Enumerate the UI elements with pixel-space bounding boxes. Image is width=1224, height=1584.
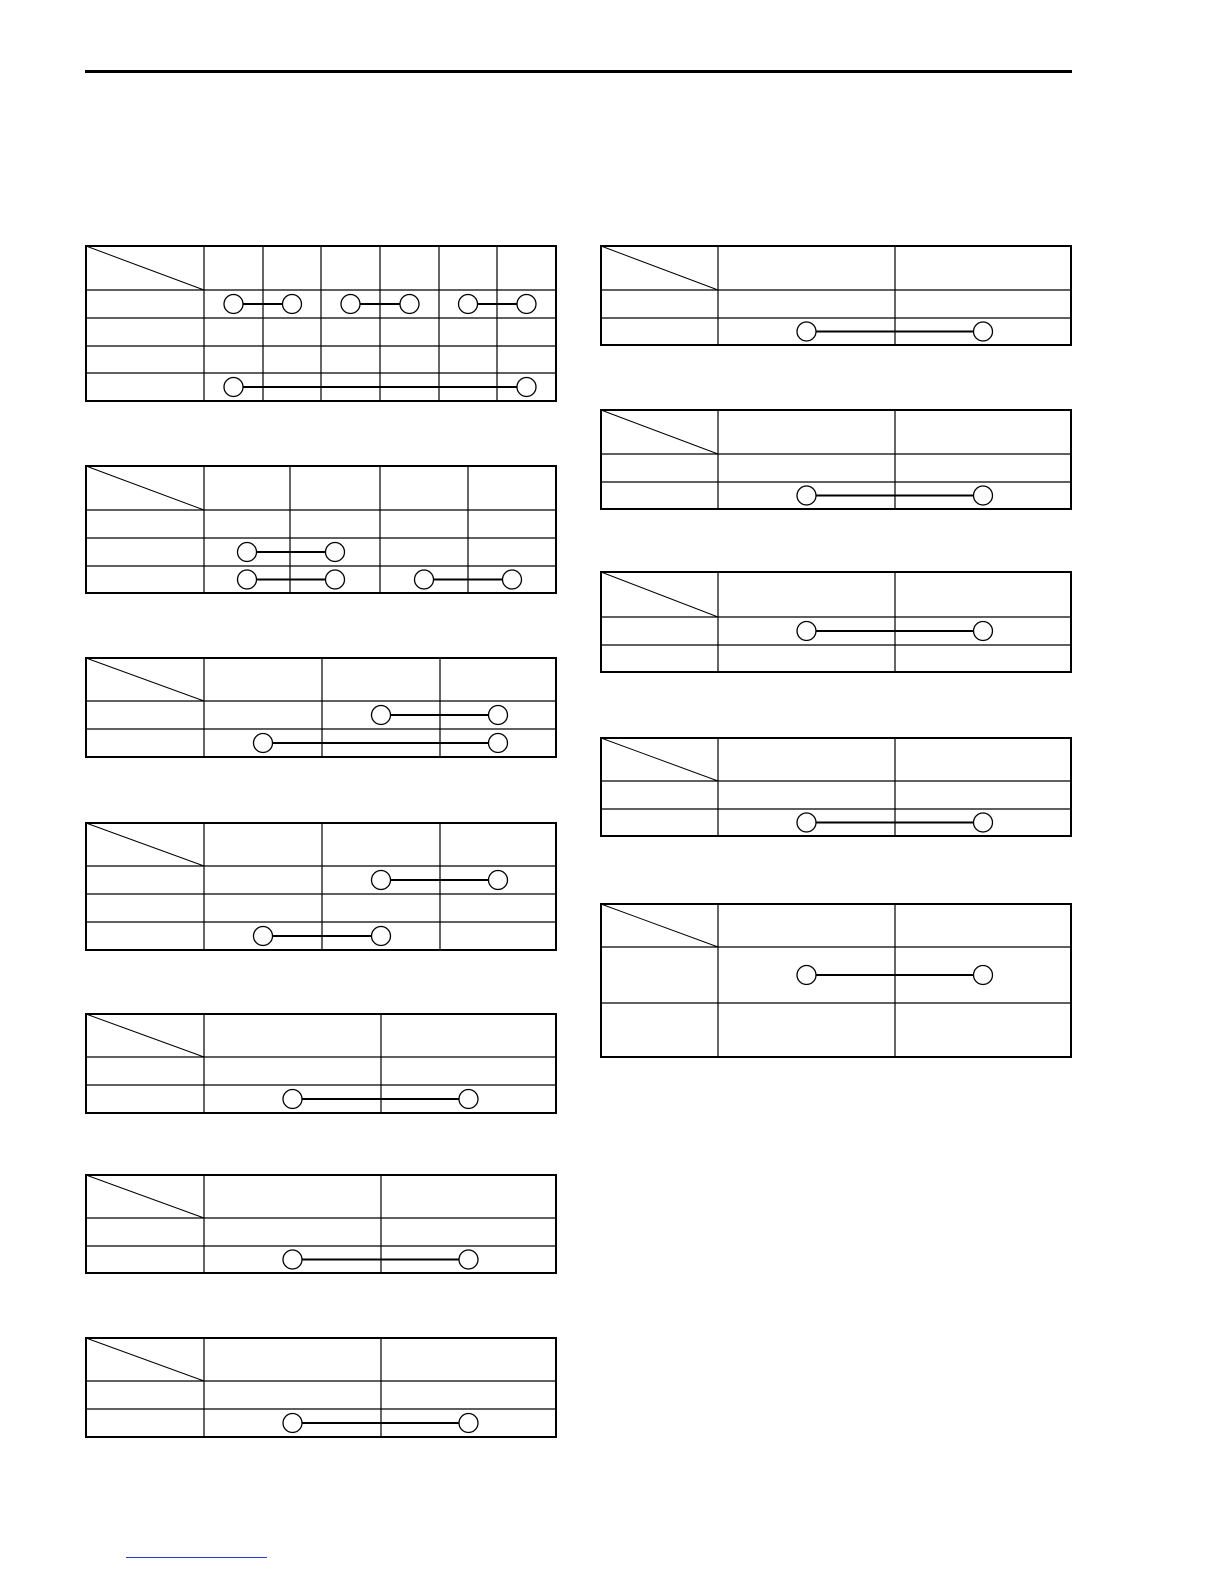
terminal-circle: [797, 622, 816, 641]
chart-frame: [601, 904, 1071, 1057]
terminal-circle: [517, 378, 536, 397]
continuity-chart-12: [600, 903, 1072, 1059]
terminal-circle: [797, 813, 816, 832]
continuity-chart-2: [85, 465, 557, 594]
header-diagonal-line: [601, 572, 718, 617]
terminal-circle: [459, 1414, 478, 1433]
terminal-circle: [797, 322, 816, 341]
terminal-circle: [372, 927, 391, 946]
terminal-circle: [238, 543, 257, 562]
terminal-circle: [238, 570, 257, 589]
terminal-circle: [400, 295, 419, 314]
terminal-circle: [459, 1090, 478, 1109]
continuity-chart-9: [600, 409, 1072, 510]
terminal-circle: [503, 570, 522, 589]
chart-frame: [86, 823, 556, 950]
footer-link-underline: [126, 1557, 267, 1558]
header-diagonal-line: [86, 466, 204, 510]
continuity-chart-11: [600, 737, 1072, 837]
continuity-chart-1: [85, 245, 557, 402]
continuity-chart-3: [85, 657, 557, 758]
terminal-circle: [517, 295, 536, 314]
terminal-circle: [489, 734, 508, 753]
header-diagonal-line: [601, 246, 718, 290]
terminal-circle: [283, 1250, 302, 1269]
terminal-circle: [254, 927, 273, 946]
chart-frame: [601, 410, 1071, 509]
terminal-circle: [224, 378, 243, 397]
terminal-circle: [974, 322, 993, 341]
chart-frame: [601, 572, 1071, 672]
terminal-circle: [283, 1090, 302, 1109]
header-diagonal-line: [601, 904, 718, 947]
terminal-circle: [283, 295, 302, 314]
terminal-circle: [459, 1250, 478, 1269]
header-diagonal-line: [86, 823, 204, 866]
terminal-circle: [254, 734, 273, 753]
continuity-chart-10: [600, 571, 1072, 673]
header-diagonal-line: [601, 738, 718, 781]
terminal-circle: [283, 1414, 302, 1433]
terminal-circle: [372, 706, 391, 725]
header-diagonal-line: [86, 1014, 204, 1057]
header-diagonal-line: [86, 1338, 204, 1381]
terminal-circle: [415, 570, 434, 589]
continuity-chart-8: [600, 245, 1072, 346]
continuity-chart-5: [85, 1013, 557, 1114]
terminal-circle: [974, 486, 993, 505]
terminal-circle: [974, 813, 993, 832]
terminal-circle: [224, 295, 243, 314]
chart-frame: [86, 466, 556, 593]
header-diagonal-line: [86, 1175, 204, 1218]
terminal-circle: [372, 871, 391, 890]
terminal-circle: [797, 486, 816, 505]
terminal-circle: [974, 966, 993, 985]
page-header-rule: [85, 70, 1072, 73]
continuity-chart-6: [85, 1174, 557, 1274]
chart-frame: [601, 246, 1071, 345]
continuity-chart-7: [85, 1337, 557, 1438]
terminal-circle: [459, 295, 478, 314]
terminal-circle: [326, 570, 345, 589]
continuity-chart-4: [85, 822, 557, 951]
header-diagonal-line: [601, 410, 718, 454]
terminal-circle: [489, 706, 508, 725]
terminal-circle: [489, 871, 508, 890]
header-diagonal-line: [86, 658, 204, 701]
terminal-circle: [797, 966, 816, 985]
terminal-circle: [341, 295, 360, 314]
terminal-circle: [326, 543, 345, 562]
terminal-circle: [974, 622, 993, 641]
chart-frame: [601, 738, 1071, 836]
chart-frame: [86, 1175, 556, 1273]
header-diagonal-line: [86, 246, 204, 290]
